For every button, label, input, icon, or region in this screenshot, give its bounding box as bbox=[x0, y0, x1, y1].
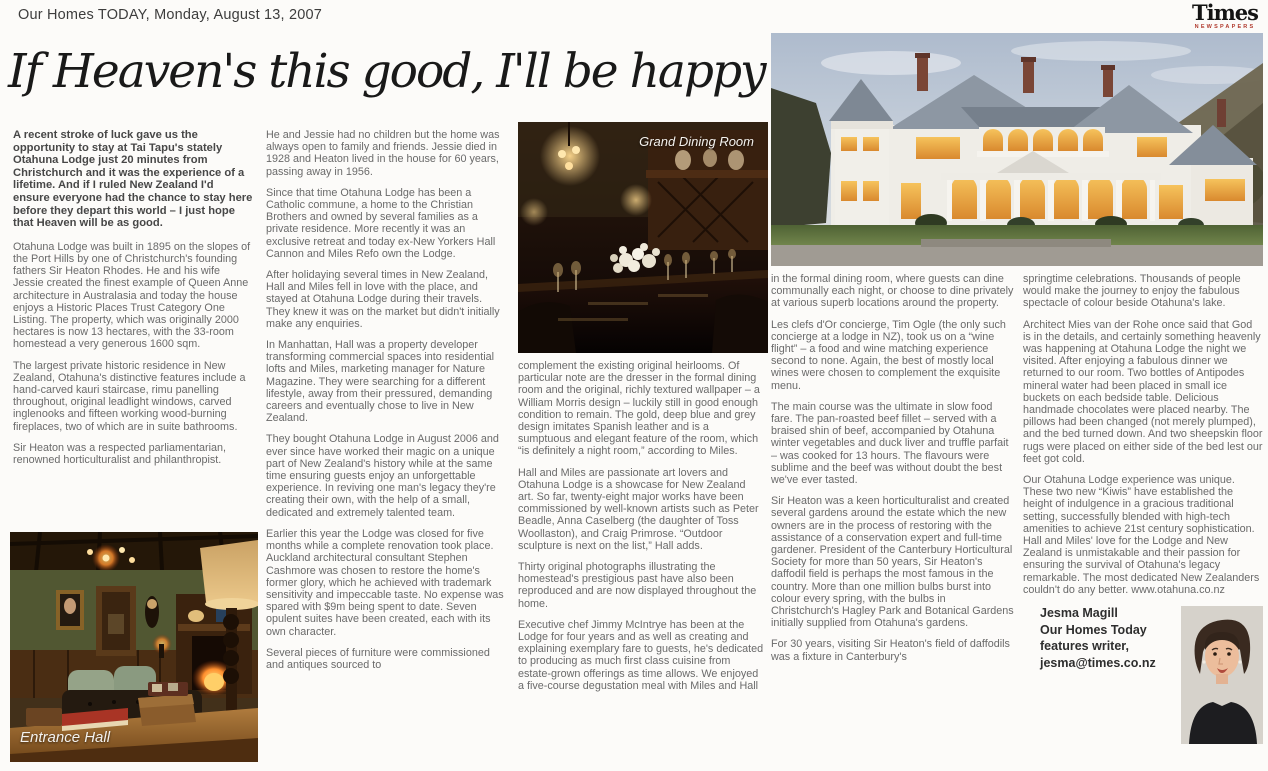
lodge-exterior-photo bbox=[771, 33, 1263, 266]
paragraph: complement the existing original heirlooms. Of particular note are the dresser in the formal dining room and the original, richly textured wallpaper – a William Morris design – luckily still in good enough condition to remain. The gold, deep blue and grey design imitates Spanish leather and is a sumptuous and elegant feature of the room, which “is definitely a night room,” according to Miles. bbox=[518, 360, 760, 458]
article-column-5 bbox=[1023, 273, 1263, 746]
paragraph: Thirty original photographs illustrating the homestead's prestigious past have also been reproduced and are now displayed throughout the home. bbox=[518, 561, 757, 610]
paragraph: Hall and Miles are passionate art lovers and Otahuna Lodge is a showcase for New Zealand art. So far, twenty-eight major works have been commissioned by well-known artists such as Peter Beadle, Anna Caselberg (the daughter of Toss Woollaston), and Craig Primrose. “Outdoor sculpture is next on the list,” Hall adds. bbox=[518, 466, 759, 552]
intro-paragraph: A recent stroke of luck gave us the opportunity to stay at Tai Tapu's stately Otahuna Lodge just 20 minutes from Christchurch and it was the experience of a lifetime. And if I ruled New Zealand I'd ensure everyone had the chance to stay here before they depart this world – I just hope that Heaven will be as good. bbox=[13, 129, 253, 230]
entrance-hall-caption: Entrance Hall bbox=[20, 729, 111, 746]
paragraph: in the formal dining room, where guests can dine communally each night, or choose to dine privately at various superb locations around the property. bbox=[771, 273, 1014, 310]
paragraph: Otahuna Lodge was built in 1895 on the slopes of the Port Hills by one of Christchurch's founding fathers Sir Heaton Rhodes. He and his wife Jessie created the finest example of Queen Anne architecture in Australasia and today the house enjoys a Historic Places Trust Category One Listing. The property, which was originally 2000 hectares is now 13 hectares, with the 33-room homestead a very generous 1600 sqm. bbox=[13, 240, 251, 351]
paragraph: Sir Heaton was a keen horticulturalist and created several gardens around the estate which the new owners are in the process of restoring with the assistance of a conservation expert and full-time gardener. President of the Canterbury Horticultural Society for more than 50 years, Sir Heaton's daffodil field is perhaps the most famous in the country. More than one million bulbs burst into colour every spring, with the bulbs in Christchurch's Hagley Park and Botanical Gardens initially supplied from Otahuna's gardens. bbox=[771, 495, 1014, 630]
article-column-4 bbox=[771, 273, 1014, 672]
paragraph: They bought Otahuna Lodge in August 2006 and ever since have worked their magic on a unique part of New Zealand's history while at the same time ensuring guests enjoy an unforgettable experience. In reviving one man's legacy they're creating their own, with the help of a small, dedicated and extremely talented team. bbox=[266, 433, 499, 519]
times-newspapers-logo bbox=[1190, 0, 1260, 30]
article-headline: If Heaven's this good, I'll be happy bbox=[8, 44, 765, 99]
dining-room-illustration bbox=[518, 122, 768, 353]
byline-publication: Our Homes Today bbox=[1040, 622, 1147, 637]
paragraph: Les clefs d'Or concierge, Tim Ogle (the only such concierge at a lodge in NZ), took us on a “wine flight” – a food and wine matching experience second to none. Again, the best of mostly local wines were chosen to complement the exquisite menu. bbox=[771, 318, 1006, 392]
paragraph: After holidaying several times in New Zealand, Hall and Miles fell in love with the place, and stayed at Otahuna Lodge during their travels. They knew it was on the market but didn't initially make any enquiries. bbox=[266, 269, 500, 330]
paragraph: He and Jessie had no children but the home was always open to family and friends. Jessie died in 1928 and Heaton lived in the house for 60 years, passing away in 1956. bbox=[266, 129, 500, 178]
paragraph: In Manhattan, Hall was a property developer transforming commercial spaces into residential lofts and Miles, marketing manager for Nature Magazine. They were searching for a different lifestyle, away from their pressured, demanding careers and eventually chose to live in New Zealand. bbox=[266, 339, 495, 425]
paragraph: The largest private historic residence in New Zealand, Otahuna's distinctive features include a hand-carved kauri staircase, rimu panelling throughout, original leadlight windows, carved inglenooks and fifteen working wood-burning fireplaces, two of which are in suite bathrooms. bbox=[13, 359, 246, 433]
author-portrait-photo bbox=[1181, 606, 1263, 744]
masthead-subtitle: NEWSPAPERS bbox=[1194, 24, 1256, 30]
paragraph: Executive chef Jimmy McIntrye has been at the Lodge for four years and as well as creating and explaining exemplary fare to guests, he's dedicated to producing as much first class cuisine from estate-grown offerings as time allows. We enjoyed a five-course degustation meal with Miles and Hall bbox=[518, 618, 764, 692]
paragraph: Architect Mies van der Rohe once said that God is in the details, and certainly something heavenly was happening at Otahuna Lodge the night we visited. After enjoying a fabulous dinner we returned to our room. Two bottles of Antipodes mineral water had been placed in small ice buckets on each bedside table. Delicious handmade chocolates were placed nearby. The pillows had been changed (not merely plumped), and the bed turned down. And two sheepskin floor rugs were placed on either side of the bed lest our feet got cold. bbox=[1023, 318, 1263, 465]
lodge-exterior-illustration bbox=[771, 33, 1263, 266]
byline-email: jesma@times.co.nz bbox=[1040, 655, 1156, 670]
paragraph: Several pieces of furniture were commissioned and antiques sourced to bbox=[266, 646, 490, 671]
article-column-3 bbox=[518, 360, 764, 701]
article-column-2 bbox=[266, 129, 506, 680]
paragraph: For 30 years, visiting Sir Heaton's field of daffodils was a fixture in Canterbury's bbox=[771, 638, 1010, 663]
paragraph: Since that time Otahuna Lodge has been a Catholic commune, a home to the Christian Brothers and owned by several families as a private residence. More recently it was an exclusive retreat and today ex-New Yorkers Hall Cannon and Miles Refo own the Lodge. bbox=[266, 186, 496, 260]
paragraph: The main course was the ultimate in slow food fare. The pan-roasted beef fillet – served with a braised shin of beef, accompanied by Otahuna winter vegetables and duck liver and truffle parfait – was cooked for 13 hours. The flavours were sublime and the beef was without doubt the best we've ever tasted. bbox=[771, 400, 1009, 487]
paragraph: Earlier this year the Lodge was closed for five months while a complete renovation took place. Auckland architectural consultant Stephen Cashmore was chosen to restore the home's former glory, which he achieved with trademark sensitivity and impeccable taste. No expense was spared with $9m being spent to date. Seven opulent suites have been created, each with its own character. bbox=[266, 527, 504, 638]
entrance-hall-photo bbox=[10, 532, 258, 762]
author-portrait-illustration bbox=[1181, 606, 1263, 744]
byline-name: Jesma Magill bbox=[1040, 606, 1118, 621]
masthead-title: Times bbox=[1191, 0, 1258, 25]
paragraph: Our Otahuna Lodge experience was unique. These two new “Kiwis” have established the height of indulgence in a gracious traditional setting, successfully blended with high-tech amenities to achieve 21st century sophistication. Hall and Miles' love for the Lodge and New Zealand is unmistakable and their passion for ensuring the survival of Otahuna's legacy remarkable. The most dedicated New Zealanders couldn't do any better. www.otahuna.co.nz bbox=[1023, 474, 1260, 596]
dining-room-photo bbox=[518, 122, 768, 353]
entrance-hall-illustration bbox=[10, 532, 258, 762]
article-column-1 bbox=[13, 129, 253, 475]
dining-room-caption: Grand Dining Room bbox=[639, 134, 754, 149]
paragraph: springtime celebrations. Thousands of people would make the journey to enjoy the fabulous spectacle of colour beside Otahuna's lake. bbox=[1023, 273, 1241, 310]
page-header-date: Our Homes TODAY, Monday, August 13, 2007 bbox=[18, 7, 323, 23]
byline-role: features writer, bbox=[1040, 639, 1129, 654]
paragraph: Sir Heaton was a respected parliamentarian, renowned horticulturalist and philanthropist. bbox=[13, 441, 227, 466]
